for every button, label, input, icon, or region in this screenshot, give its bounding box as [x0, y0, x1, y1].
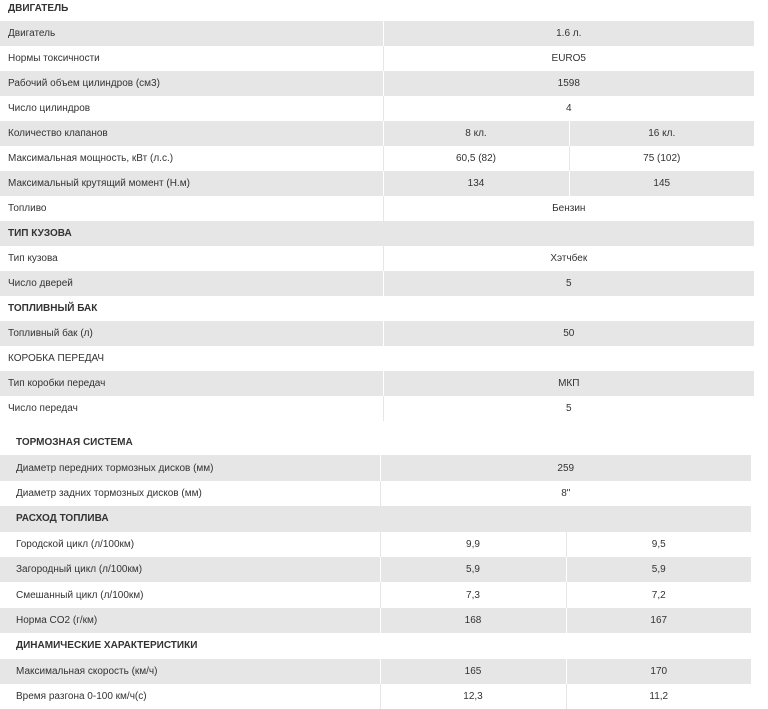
- spec-row: [0, 146, 754, 171]
- spec-label: Число цилиндров: [0, 96, 383, 121]
- spec-value: Хэтчбек: [383, 246, 754, 271]
- spec-value: 75 (102): [569, 146, 754, 171]
- spec-value: 134: [383, 171, 569, 196]
- spec-label: Максимальный крутящий момент (Н.м): [0, 171, 383, 196]
- spec-row: [0, 71, 754, 96]
- spec-value: 1598: [383, 71, 754, 96]
- spec-value: 145: [569, 171, 754, 196]
- spec-value: 5: [383, 271, 754, 296]
- section-title: РАСХОД ТОПЛИВА: [0, 506, 751, 531]
- spec-value: 8": [380, 481, 751, 506]
- section-header-row: [0, 0, 754, 21]
- spec-row: [0, 684, 751, 709]
- spec-value: 170: [566, 659, 751, 684]
- spec-row: [0, 608, 751, 633]
- section-title: ТОПЛИВНЫЙ БАК: [0, 296, 754, 321]
- spec-value: 7,3: [380, 582, 566, 607]
- spec-label: Число дверей: [0, 271, 383, 296]
- spec-value: МКП: [383, 371, 754, 396]
- spec-value: 4: [383, 96, 754, 121]
- spec-row: [0, 582, 751, 607]
- section-title: ТИП КУЗОВА: [0, 221, 754, 246]
- spec-row: [0, 171, 754, 196]
- spec-row: [0, 455, 751, 480]
- spec-row: [0, 96, 754, 121]
- spec-label: Диаметр передних тормозных дисков (мм): [0, 455, 380, 480]
- spec-row: [0, 659, 751, 684]
- section-header-row: [0, 506, 751, 531]
- spec-row: [0, 46, 754, 71]
- spec-value: 9,9: [380, 532, 566, 557]
- spec-label: Двигатель: [0, 21, 383, 46]
- spec-value: 165: [380, 659, 566, 684]
- section-title: ТОРМОЗНАЯ СИСТЕМА: [0, 430, 751, 455]
- spec-row: [0, 396, 754, 421]
- spec-row: [0, 557, 751, 582]
- spec-label: Тип коробки передач: [0, 371, 383, 396]
- spec-value: 60,5 (82): [383, 146, 569, 171]
- spec-label: Тип кузова: [0, 246, 383, 271]
- spec-row: [0, 321, 754, 346]
- spec-label: Топливный бак (л): [0, 321, 383, 346]
- spec-label: Загородный цикл (л/100км): [0, 557, 380, 582]
- spec-value: 5: [383, 396, 754, 421]
- spec-label: Максимальная мощность, кВт (л.с.): [0, 146, 383, 171]
- section-title: КОРОБКА ПЕРЕДАЧ: [0, 346, 754, 371]
- spec-row: [0, 121, 754, 146]
- spec-value: 8 кл.: [383, 121, 569, 146]
- spec-row: [0, 371, 754, 396]
- spec-label: Смешанный цикл (л/100км): [0, 582, 380, 607]
- spec-label: Норма CO2 (г/км): [0, 608, 380, 633]
- section-header-row: [0, 296, 754, 321]
- section-header-row: [0, 430, 751, 455]
- spec-value: 12,3: [380, 684, 566, 709]
- spec-label: Топливо: [0, 196, 383, 221]
- spec-value: 168: [380, 608, 566, 633]
- spec-row: [0, 196, 754, 221]
- spec-value: 9,5: [566, 532, 751, 557]
- section-header-row: [0, 346, 754, 371]
- spec-value: 50: [383, 321, 754, 346]
- spec-value: 11,2: [566, 684, 751, 709]
- spec-row: [0, 271, 754, 296]
- spec-value: Бензин: [383, 196, 754, 221]
- spec-label: Количество клапанов: [0, 121, 383, 146]
- spec-label: Рабочий объем цилиндров (см3): [0, 71, 383, 96]
- spec-value: EURO5: [383, 46, 754, 71]
- spec-label: Городской цикл (л/100км): [0, 532, 380, 557]
- spec-label: Максимальная скорость (км/ч): [0, 659, 380, 684]
- spec-row: [0, 246, 754, 271]
- spec-label: Время разгона 0-100 км/ч(с): [0, 684, 380, 709]
- spec-row: [0, 21, 754, 46]
- spec-value: 167: [566, 608, 751, 633]
- spec-value: 16 кл.: [569, 121, 754, 146]
- spec-label: Нормы токсичности: [0, 46, 383, 71]
- spec-value: 259: [380, 455, 751, 480]
- spec-value: 5,9: [566, 557, 751, 582]
- spec-row: [0, 481, 751, 506]
- spec-label: Число передач: [0, 396, 383, 421]
- section-header-row: [0, 221, 754, 246]
- section-header-row: [0, 633, 751, 658]
- spec-row: [0, 532, 751, 557]
- spec-value: 1.6 л.: [383, 21, 754, 46]
- section-title: ДИНАМИЧЕСКИЕ ХАРАКТЕРИСТИКИ: [0, 633, 751, 658]
- spec-table-brakes-fuel-dynamics: [0, 430, 751, 709]
- spec-value: 5,9: [380, 557, 566, 582]
- spec-label: Диаметр задних тормозных дисков (мм): [0, 481, 380, 506]
- spec-value: 7,2: [566, 582, 751, 607]
- section-title: ДВИГАТЕЛЬ: [0, 0, 754, 21]
